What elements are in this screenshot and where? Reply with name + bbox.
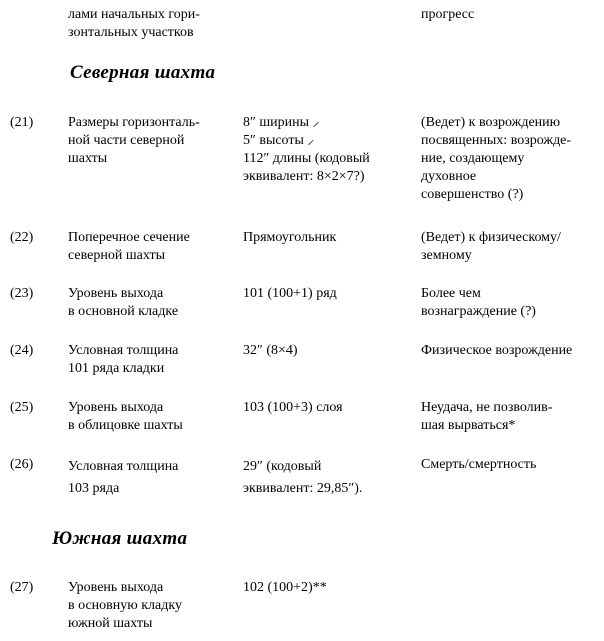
row-number: (22) [10,230,34,245]
row-number: (27) [10,580,34,595]
row-name: Условная толщина 101 ряда кладки [68,343,179,376]
section-heading-south-shaft: Южная шахта [52,528,188,549]
row-value: 103 (100+3) слоя [243,400,343,415]
row-meaning: Неудача, не позволив- шая вырваться* [421,400,553,433]
row-meaning: (Ведет) к физическому/ земному [421,230,561,263]
row-value: 102 (100+2)** [243,580,327,595]
row-meaning: Физическое возрождение [421,343,573,358]
row-value: 32″ (8×4) [243,343,298,358]
row-number: (23) [10,286,34,301]
top-continued-name: лами начальных гори- зонтальных участков [68,7,200,40]
row-meaning: (Ведет) к возрождению посвященных: возрожде- ние, создающему духовное совершенство (?) [421,115,572,202]
row-value: 8″ ширины ⸝ 5″ высоты ⸝ 112″ длины (кодовый эквивалент: 8×2×7?) [243,115,370,184]
row-name: Размеры горизонталь- ной части северной шахты [68,115,200,166]
row-number: (21) [10,115,34,130]
top-continued-meaning: прогресс [421,7,475,22]
row-name: Уровень выхода в основной кладке [68,286,179,319]
row-name: Уровень выхода в облицовке шахты [68,400,183,433]
row-number: (26) [10,457,34,472]
row-value: 101 (100+1) ряд [243,286,337,301]
row-name: Уровень выхода в основную кладку южной шахты [68,580,182,631]
section-heading-north-shaft: Северная шахта [70,62,216,83]
row-meaning: Смерть/смертность [421,457,537,472]
row-number: (25) [10,400,34,415]
row-name: Поперечное сечение северной шахты [68,230,190,263]
row-meaning: Более чем вознаграждение (?) [421,286,536,319]
row-value: 29″ (кодовый эквивалент: 29,85″). [243,459,363,496]
row-value: Прямоугольник [243,230,337,245]
row-name: Условная толщина 103 ряда [68,459,179,496]
row-number: (24) [10,343,34,358]
